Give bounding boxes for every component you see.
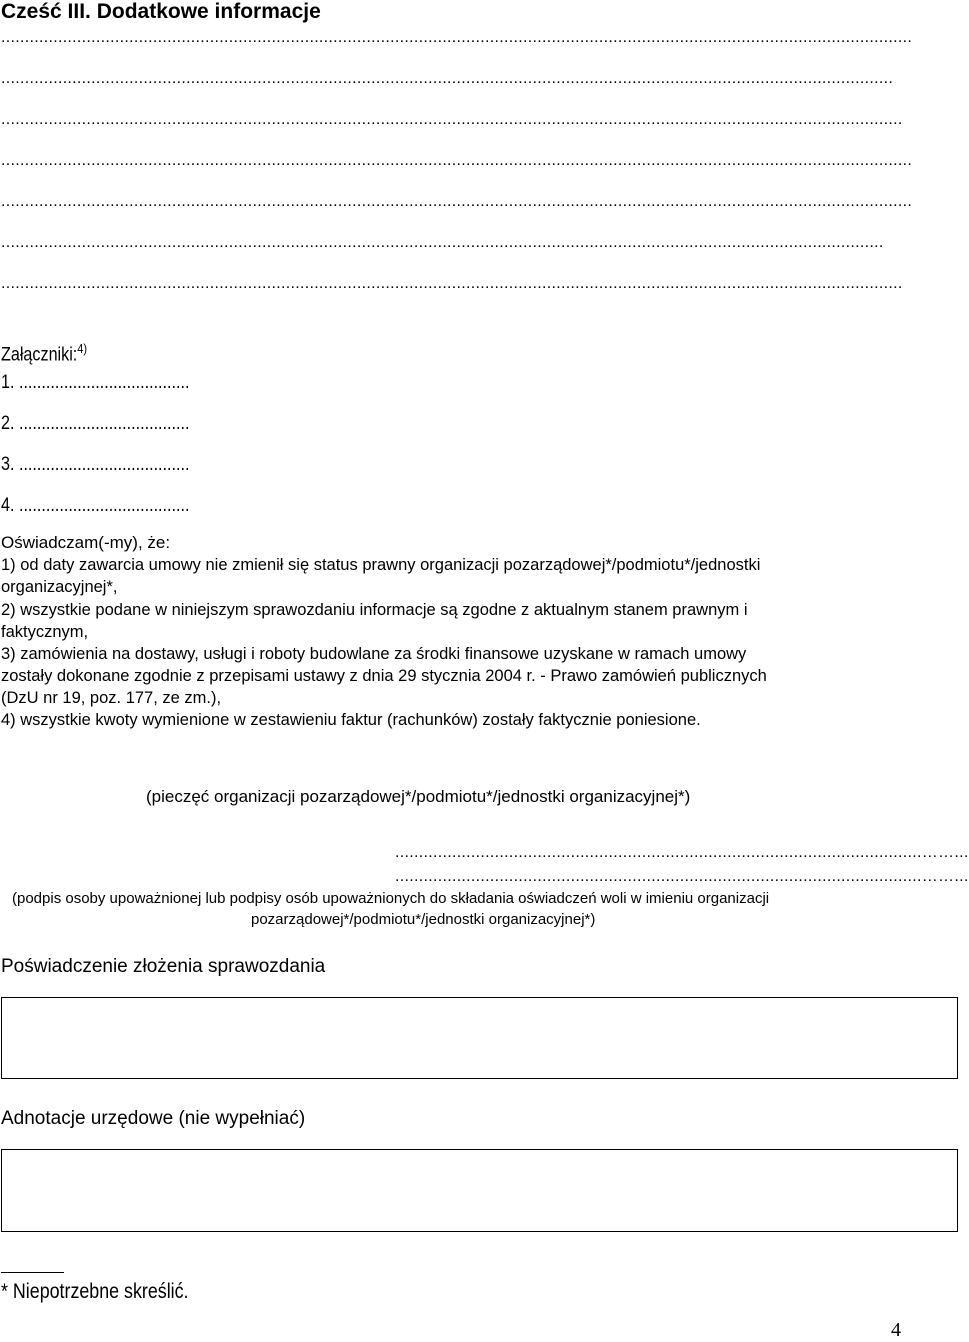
- declaration-line: faktycznym,: [1, 623, 89, 641]
- info-line: ..............................................................................................................................................................................................: [1, 111, 903, 128]
- confirmation-box[interactable]: [1, 997, 958, 1079]
- attachments-label: [1, 341, 87, 366]
- footnote-separator: [1, 1272, 64, 1273]
- declaration-line: 2) wszystkie podane w niniejszym sprawozdaniu informacje są zgodne z aktualnym stanem prawnym i: [1, 601, 748, 619]
- confirmation-title: Poświadczenie złożenia sprawozdania: [1, 956, 326, 977]
- info-line: ..............................................................................................................................................................................................: [1, 275, 903, 292]
- info-line: ................................................................................................................................................................................................: [1, 193, 913, 210]
- attachment-item: 2. ......................................: [1, 413, 190, 434]
- attachment-item: 1. ......................................: [1, 372, 190, 393]
- declaration-line: 1) od daty zawarcia umowy nie zmienił się status prawny organizacji pozarządowej*/podmiotu*/jednostki: [1, 556, 761, 574]
- attachment-item: 4. ......................................: [1, 495, 190, 516]
- info-line: ............................................................................................................................................................................................: [1, 70, 894, 87]
- declaration-line: organizacyjnej*,: [1, 578, 118, 596]
- info-line: ................................................................................................................................................................................................: [1, 29, 913, 46]
- signature-caption: (podpis osoby upoważnionej lub podpisy osób upoważnionych do składania oświadczeń woli w imieniu organizacji: [12, 890, 770, 907]
- declaration-line: zostały dokonane zgodnie z przepisami ustawy z dnia 29 stycznia 2004 r. - Prawo zamówień publicznych: [1, 667, 767, 685]
- annotations-title: Adnotacje urzędowe (nie wypełniać): [1, 1108, 306, 1129]
- attachments-label-text: Załączniki:: [1, 344, 78, 366]
- attachment-item: 3. ......................................: [1, 454, 190, 475]
- info-line: ................................................................................................................................................................................................: [1, 152, 913, 169]
- annotations-box: [1, 1149, 958, 1232]
- declaration-line: 4) wszystkie kwoty wymienione w zestawieniu faktur (rachunków) zostały faktycznie poniesione.: [1, 711, 701, 729]
- signature-caption: pozarządowej*/podmiotu*/jednostki organizacyjnej*): [251, 911, 596, 928]
- section-title: Cześć III. Dodatkowe informacje: [1, 0, 321, 23]
- info-line: ..........................................................................................................................................................................................: [1, 234, 884, 251]
- stamp-caption: (pieczęć organizacji pozarządowej*/podmiotu*/jednostki organizacyjnej*): [146, 787, 691, 806]
- footnote: * Niepotrzebne skreślić.: [1, 1280, 189, 1303]
- declaration-intro: Oświadczam(-my), że:: [1, 533, 171, 552]
- declaration-line: (DzU nr 19, poz. 177, ze zm.),: [1, 689, 222, 707]
- signature-line: ...............................................................................................................……...: [395, 868, 969, 885]
- declaration-line: 3) zamówienia na dostawy, usługi i roboty budowlane za środki finansowe uzyskane w ramach umowy: [1, 645, 747, 663]
- attachments-footnote-ref: 4): [77, 341, 88, 356]
- signature-line: ...............................................................................................................……...: [395, 844, 969, 861]
- page-number: 4: [891, 1319, 901, 1341]
